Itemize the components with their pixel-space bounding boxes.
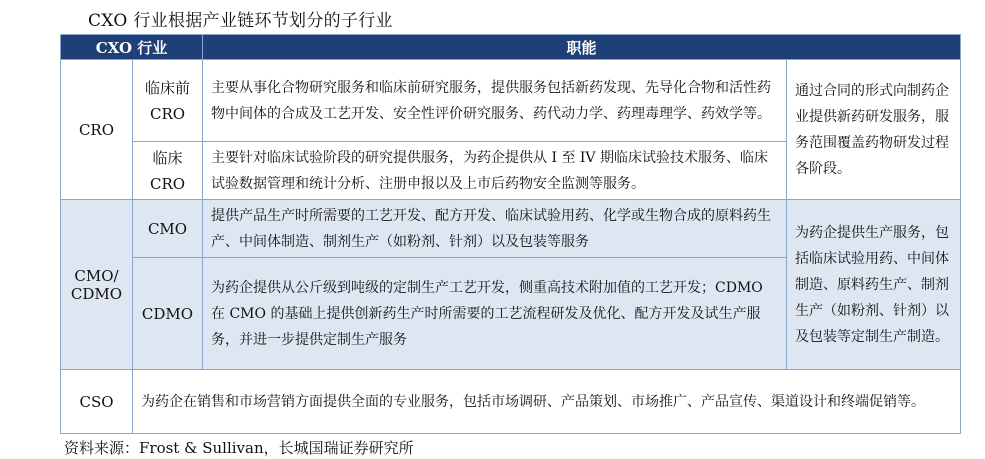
category-cro: CRO bbox=[61, 60, 133, 200]
cmo-summary: 为药企提供生产服务，包括临床试验用药、中间体制造、原料药生产、制剂生产（如粉剂、针剂）以及包装等定制生产制造。 bbox=[787, 200, 961, 370]
sub-cmo: CMO bbox=[133, 200, 203, 258]
header-function: 职能 bbox=[203, 35, 961, 60]
header-category: CXO 行业 bbox=[61, 35, 203, 60]
cxo-subindustry-table bbox=[60, 34, 961, 434]
desc-preclinical-cro: 主要从事化合物研究服务和临床前研究服务，提供服务包括新药发现、先导化合物和活性药物中间体的合成及工艺开发、安全性评价研究服务、药代动力学、药理毒理学、药效学等。 bbox=[203, 60, 787, 142]
desc-cso: 为药企在销售和市场营销方面提供全面的专业服务，包括市场调研、产品策划、市场推广、产品宣传、渠道设计和终端促销等。 bbox=[133, 370, 961, 434]
desc-cdmo: 为药企提供从公斤级到吨级的定制生产工艺开发，侧重高技术附加值的工艺开发；CDMO 在 CMO 的基础上提供创新药生产时所需要的工艺流程研发及优化、配方开发及试生产服务，并进一步提供定制生产服务 bbox=[203, 258, 787, 370]
sub-cdmo: CDMO bbox=[133, 258, 203, 370]
sub-clinical-cro: 临床 CRO bbox=[133, 142, 203, 200]
source-note: 资料来源：Frost & Sullivan，长城国瑞证券研究所 bbox=[64, 439, 414, 457]
desc-cmo: 提供产品生产时所需要的工艺开发、配方开发、临床试验用药、化学或生物合成的原料药生产、中间体制造、制剂生产（如粉剂、针剂）以及包装等服务 bbox=[203, 200, 787, 258]
table-row bbox=[61, 60, 961, 142]
table-title: CXO 行业根据产业链环节划分的子行业 bbox=[88, 11, 393, 31]
category-cmo-cdmo: CMO/ CDMO bbox=[61, 200, 133, 370]
table-header-row bbox=[61, 35, 961, 60]
table-row bbox=[61, 200, 961, 258]
category-cso: CSO bbox=[61, 370, 133, 434]
sub-preclinical-cro: 临床前 CRO bbox=[133, 60, 203, 142]
table-row bbox=[61, 370, 961, 434]
cro-summary: 通过合同的形式向制药企业提供新药研发服务，服务范围覆盖药物研发过程各阶段。 bbox=[787, 60, 961, 200]
desc-clinical-cro: 主要针对临床试验阶段的研究提供服务，为药企提供从 I 至 IV 期临床试验技术服务、临床试验数据管理和统计分析、注册申报以及上市后药物安全监测等服务。 bbox=[203, 142, 787, 200]
